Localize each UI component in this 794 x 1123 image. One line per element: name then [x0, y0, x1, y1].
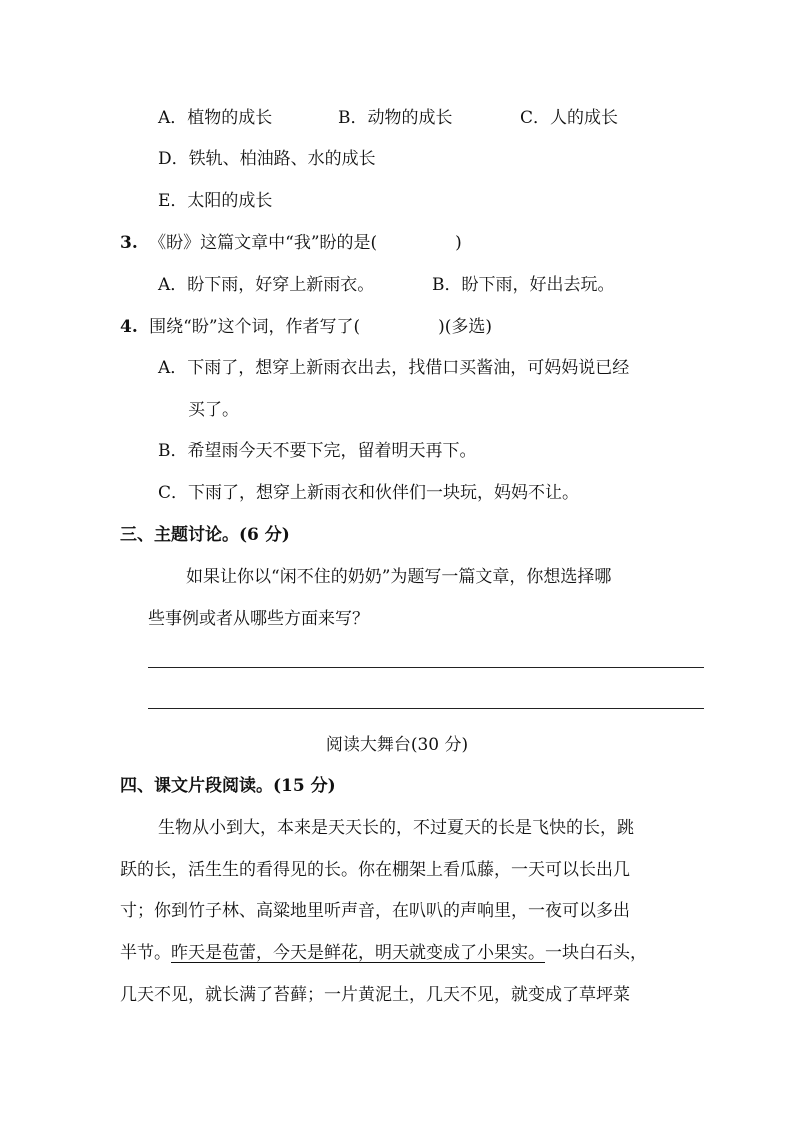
q3-question	[120, 232, 462, 254]
q3-stem: 《盼》这篇文章中“我”盼的是(	[149, 233, 378, 253]
q4-option-b: B．希望雨今天不要下完，留着明天再下。	[158, 441, 477, 461]
passage-line-4	[120, 942, 647, 964]
q2-option-d: D．铁轨、柏油路、水的成长	[158, 149, 376, 169]
passage-line-4-end: 一块白石头，	[545, 943, 647, 963]
passage-line-2: 跃的长，活生生的看得见的长。你在棚架上看瓜藤，一天可以长出几	[120, 860, 630, 880]
q2-option-c: C．人的成长	[520, 108, 619, 128]
section4-title: 四、课文片段阅读。(15 分)	[120, 776, 336, 796]
section3-prompt-line2: 些事例或者从哪些方面来写？	[148, 609, 369, 629]
q4-question	[120, 316, 492, 338]
q4-close: )(多选)	[438, 317, 493, 337]
q4-number: 4.	[120, 317, 138, 337]
answer-line-2	[148, 708, 704, 709]
q4-option-a-line2: 买了。	[188, 400, 239, 420]
q2-option-a: A．植物的成长	[158, 108, 273, 128]
q3-number: 3.	[120, 233, 138, 253]
q4-option-c: C．下雨了，想穿上新雨衣和伙伴们一块玩，妈妈不让。	[158, 483, 580, 503]
q3-close: )	[455, 233, 462, 253]
section3-title: 三、主题讨论。(6 分)	[120, 525, 290, 545]
q4-stem: 围绕“盼”这个词，作者写了(	[149, 317, 361, 337]
q2-option-e: E．太阳的成长	[158, 191, 273, 211]
q2-option-b: B．动物的成长	[338, 108, 453, 128]
answer-line-1	[148, 667, 704, 668]
passage-underlined-sentence: 昨天是苞蕾，今天是鲜花，明天就变成了小果实。	[171, 943, 545, 963]
q4-option-a-line1: A．下雨了，想穿上新雨衣出去，找借口买酱油，可妈妈说已经	[158, 358, 630, 378]
passage-line-3: 寸；你到竹子林、高粱地里听声音，在叭叭的声响里，一夜可以多出	[120, 901, 630, 921]
passage-line-5: 几天不见，就长满了苔藓；一片黄泥土，几天不见，就变成了草坪菜	[120, 985, 630, 1005]
passage-line-4-start: 半节。	[120, 943, 171, 963]
q3-option-a: A．盼下雨，好穿上新雨衣。	[158, 275, 375, 295]
q3-option-b: B．盼下雨，好出去玩。	[432, 275, 615, 295]
passage-line-1: 生物从小到大，本来是天天长的，不过夏天的长是飞快的长，跳	[158, 818, 634, 838]
section3-prompt-line1: 如果让你以“闲不住的奶奶”为题写一篇文章，你想选择哪	[186, 567, 612, 587]
reading-section-heading: 阅读大舞台(30 分)	[325, 735, 469, 755]
